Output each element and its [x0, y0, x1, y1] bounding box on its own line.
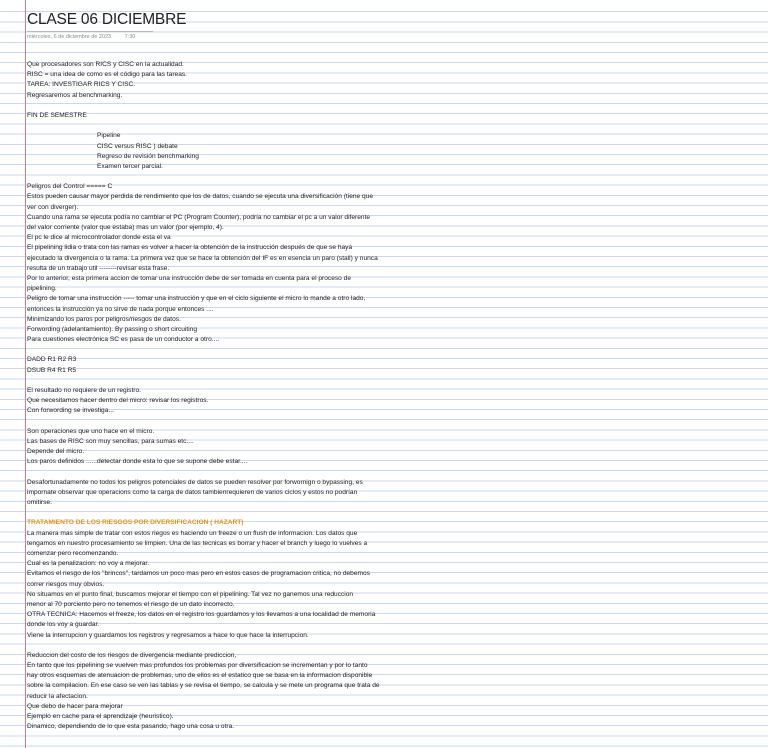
note-line: FIN DE SEMESTRE [27, 111, 87, 119]
note-line: Cual es la penalizacion: no voy a mejorar. [27, 560, 150, 568]
note-line: Minimizando los paros por peligros/riesgos de datos. [27, 315, 181, 323]
note-line: Regresaremos al benchmarking. [27, 91, 123, 99]
blank-line [27, 101, 427, 111]
note-line: No situamos en el punto final, buscamos mejorar el tiempo con el pipelining. Tal vez no ganemos una reduccion [27, 590, 354, 598]
note-line: El resultado no requiere de un registro. [27, 387, 141, 394]
note-line: Pipeline [97, 132, 121, 140]
note-line: menor al 70 porciento pero no tenemos el riesgo de un dato incorrecto. [27, 600, 235, 608]
note-header [27, 10, 447, 40]
note-line: pipelining. [27, 285, 57, 293]
page-time: 7:30 [124, 34, 136, 40]
note-line: Para cuestiones electrónica SC es pasa de un conductor a otro.... [27, 336, 220, 344]
note-line: Forwording (adelantamiento). By passing o short circuiting [27, 325, 198, 333]
note-line: Reduccion del costo de los riesgos de divergencia mediante prediccion, [27, 651, 237, 659]
note-line: Depende del micro. [27, 448, 85, 456]
note-line: sobre la compilacion. En ese caso se ven las tablas y se revisa el tiempo, se calcula y se mete un programa que trata de [27, 682, 380, 690]
page-date: miércoles, 6 de diciembre de 2023 [27, 34, 112, 40]
note-line: correr riesgos muy obvios. [27, 580, 105, 588]
note-line: OTRA TECNICA: Hacemos el freeze, los datos en el registro los guardamos y los llevamos a una localidad de memoria [27, 611, 376, 619]
page-meta [27, 34, 447, 40]
note-line: DSUB R4 R1 R5 [27, 366, 77, 374]
note-line: El pc le dice al microcontrolador donde esta el va [27, 234, 171, 242]
note-line: Con forwording se investiga... [27, 407, 114, 415]
note-line: Peligros del Control ===== C [27, 183, 113, 191]
note-line: Regreso de revisión benchmarking [97, 152, 199, 160]
note-line: Las bases de RISC son muy sencillas, para sumas etc.... [27, 437, 194, 445]
note-body[interactable] [27, 60, 427, 732]
note-line: La manera mas simple de tratar con estos riegos es haciendo un freeze o un flush de informacion. Los datos que [27, 529, 358, 537]
blank-line [27, 468, 427, 478]
page-title[interactable]: CLASE 06 DICIEMBRE [27, 11, 187, 28]
note-line: ver con diverger). [27, 203, 79, 211]
note-line: comenzar pero recomenzando. [27, 550, 119, 557]
note-line: entonces la instrucción ya no sirve de nada porque entonces .... [27, 305, 214, 313]
note-line: hay otros esquemas de atenuacion de problemas, uno de ellos es el estatico que se basa en la informacion disponible [27, 672, 373, 680]
note-line: Que necesitamos hacer dentro del micro: revisar los registros. [27, 397, 209, 405]
note-line: TAREA: INVESTIGAR RICS Y CISC. [27, 81, 136, 89]
blank-line [27, 121, 427, 131]
note-line: El pipelining lidia o trata con las ramas es volver a hacer la obtención de la instrucción después de que se haya [27, 244, 353, 252]
note-line: En tanto que los pipelining se vuelven mas profundos los problemas por diversificacion se incrementan y por lo tanto [27, 662, 368, 670]
title-underline [27, 31, 153, 32]
note-line: Cuando una rama se ejecuta podía no cambiar el PC (Program Counter), podría no cambiar el pc a un valor diferente [27, 213, 371, 221]
note-line: Por lo anterior, esta primera accion de tomar una instrucción debe de ser tomada en cuenta para el proceso de [27, 274, 352, 282]
page-margin-line [25, 0, 26, 748]
note-line: ejecutado la divergencia o la rama. La primera vez que se hace la obtención del IF es en esencia un paro (stall) y nunca [27, 254, 378, 262]
note-line: Viene la interrupcion y guardamos los registros y regresamos a hace lo que hace la interrupcion. [27, 631, 309, 639]
note-line: Que debo de hacer para mejorar [27, 702, 123, 710]
note-line: RISC = una idea de como es el código para las tareas. [27, 71, 187, 79]
note-line: Dinamico, dependiendo de lo que esta pasando, hago una cosa u otra. [27, 723, 235, 731]
note-line: Evitamos el riesgo de los "brincos", tardamos un poco mas pero en estos casos de programacion critica, no debemos [27, 570, 370, 578]
note-line: resulta de un trabajo util --------revisar esta frase. [27, 264, 170, 272]
section-heading: TRATAMIENTO DE LOS RIESGOS POR DIVERSIFICACION ( HAZART) [27, 519, 244, 527]
blank-line [27, 641, 427, 651]
note-line: Son operaciones que uno hace en el micro. [27, 427, 155, 435]
note-line: omitirse. [27, 499, 52, 507]
note-line: Que procesadores son RICS y CISC en la actualidad. [27, 61, 184, 68]
note-line: del valor corriente (valor que estaba) mas un valor (por ejemplo, 4). [27, 224, 224, 231]
note-line: reducir la afectacion. [27, 692, 88, 700]
note-line: impornate observar que operacions como la carga de datos tambienrequieren de varios ciclos y estos no podrían [27, 488, 358, 496]
note-line: DADD R1 R2 R3 [27, 356, 77, 364]
note-line: Ejemplo en cache para el aprendizaje (heuristico). [27, 713, 174, 720]
note-line: Examen tercer parcial. [97, 162, 163, 170]
note-line: donde los voy a guardar. [27, 621, 100, 629]
blank-line [27, 376, 427, 386]
note-line: Desafortunadamente no todos los peligros potenciales de datos se pueden resolver por forwornign o bypassing, es [27, 478, 363, 486]
blank-line [27, 417, 427, 427]
note-line: Los paros definidos ......detectar donde esta lo que se supone debe estar.... [27, 458, 248, 466]
note-line: Estos pueden causar mayor perdida de rendimiento que los de datos, cuando se ejecuta una diversificación (tiene que [27, 193, 374, 201]
blank-line [27, 508, 427, 518]
blank-line [27, 172, 427, 182]
note-line: CISC versus RISC ) debate [97, 142, 178, 150]
note-line: Peligro de tomar una instrucción ----- tomar una instrucción y que en el ciclo siguiente el micro lo mande a otro lado, [27, 295, 366, 303]
note-line: tengamos en nuestro procesamiento se limpien. Una de las tecnicas es borrar y hacer el branch y luego lo vuelves a [27, 539, 368, 547]
blank-line [27, 345, 427, 355]
